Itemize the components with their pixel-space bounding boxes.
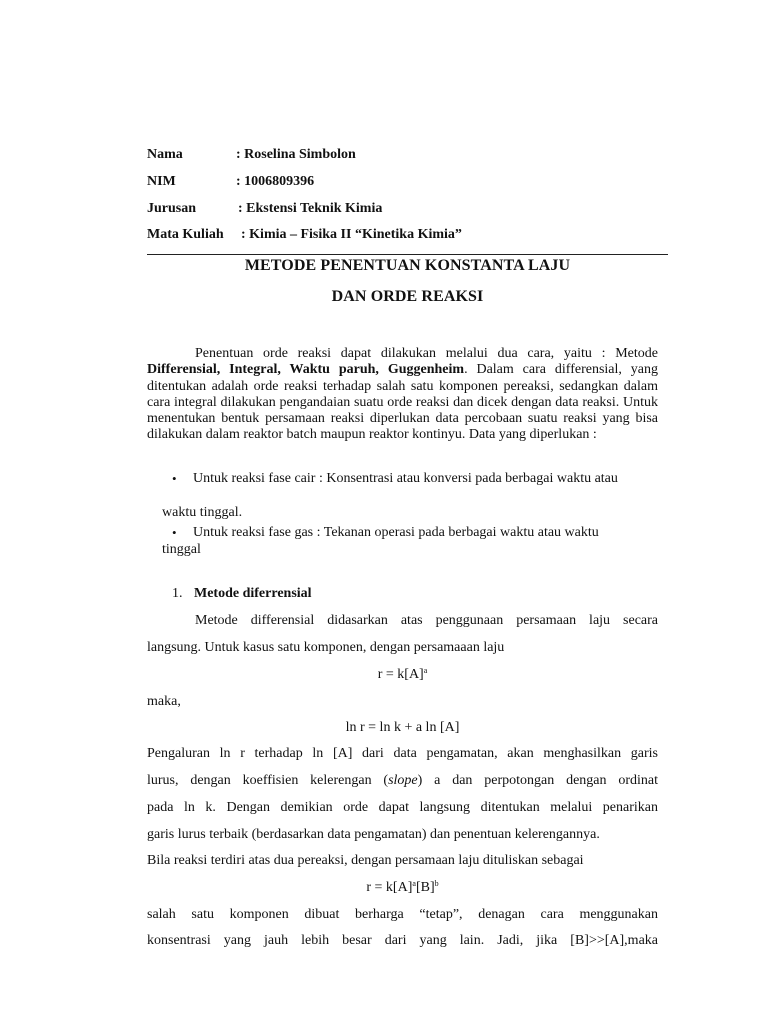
- equation-base: [B]: [415, 880, 435, 895]
- body-line: salah satu komponen dibuat berharga “tetap”, denagan cara menggunakan: [147, 907, 658, 922]
- equation-base: r = k[A]: [377, 667, 424, 682]
- info-value: : Ekstensi Teknik Kimia: [238, 201, 383, 216]
- equation-rate-single: [147, 667, 658, 683]
- intro-text-end: . Dalam cara differensial, yang ditentukan adalah orde reaksi terhadap salah satu komponen pereaksi, sedangkan dalam cara integral dilakukan pengandaian suatu orde reaksi dan dicek dengan data reaksi. Untuk menentukan bentuk persamaan reaksi diperlukan data percobaan suatu reaksi yang bisa dilakukan dalam reaktor batch maupun reaktor kontinyu. Data yang diperlukan :: [147, 362, 658, 443]
- info-label: Nama: [147, 147, 183, 162]
- equation-exponent: b: [434, 879, 439, 888]
- info-label: Mata Kuliah: [147, 227, 224, 242]
- bullet-icon: •: [172, 471, 177, 486]
- info-label: NIM: [147, 174, 176, 189]
- header-divider: [147, 254, 668, 255]
- info-row-nama: [147, 147, 356, 163]
- body-text: lurus,: [147, 773, 179, 788]
- info-value: : Roselina Simbolon: [236, 147, 356, 162]
- info-row-mata-kuliah: [147, 227, 462, 243]
- info-row-jurusan: [147, 201, 383, 217]
- bullet-continuation: waktu tinggal.: [162, 505, 243, 520]
- intro-bold-methods: Differensial, Integral, Waktu paruh, Guggenheim: [147, 362, 465, 378]
- document-title-line-2: DAN ORDE REAKSI: [331, 288, 484, 305]
- body-line: langsung. Untuk kasus satu komponen, dengan persamaaan laju: [147, 640, 505, 655]
- body-text: ) a dan perpotongan dengan ordinat: [417, 773, 659, 788]
- equation-exponent: a: [412, 879, 416, 888]
- intro-text-start: Penentuan orde reaksi dapat dilakukan melalui dua cara, yaitu : Metode: [195, 346, 658, 361]
- body-line-slope: [147, 773, 658, 789]
- body-line: Pengaluran ln r terhadap ln [A] dari data pengamatan, akan menghasilkan garis: [147, 746, 658, 761]
- info-label: Jurusan: [147, 201, 197, 216]
- info-value: : Kimia – Fisika II “Kinetika Kimia”: [241, 227, 462, 242]
- body-line: konsentrasi yang jauh lebih besar dari yang lain. Jadi, jika [B]>>[A],maka: [147, 933, 658, 948]
- body-line-maka: maka,: [147, 694, 181, 709]
- info-row-nim: [147, 174, 315, 190]
- bullet-icon: •: [172, 525, 177, 540]
- body-text: dengan koeffisien kelerengan (: [190, 773, 389, 788]
- equation-log-form: ln r = ln k + a ln [A]: [345, 720, 460, 735]
- body-line: Metode differensial didasarkan atas penggunaan persamaan laju secara: [195, 613, 658, 628]
- body-line: Bila reaksi terdiri atas dua pereaksi, dengan persamaan laju dituliskan sebagai: [147, 853, 584, 868]
- info-value: : 1006809396: [236, 174, 315, 189]
- bullet-continuation: tinggal: [162, 542, 201, 557]
- equation-rate-double: [147, 880, 658, 896]
- bullet-text: Untuk reaksi fase cair : Konsentrasi atau konversi pada berbagai waktu atau: [193, 471, 618, 486]
- body-line: garis lurus terbaik (berdasarkan data pengamatan) dan penentuan kelerengannya.: [147, 827, 600, 842]
- intro-paragraph: [147, 346, 658, 444]
- body-line: pada ln k. Dengan demikian orde dapat langsung ditentukan melalui penarikan: [147, 800, 658, 815]
- slope-term: slope: [388, 773, 418, 788]
- document-title-line-1: METODE PENENTUAN KONSTANTA LAJU: [244, 257, 571, 274]
- section-title: Metode diferrensial: [194, 586, 312, 601]
- section-number: 1.: [172, 586, 183, 601]
- equation-exponent: a: [423, 666, 428, 675]
- bullet-text: Untuk reaksi fase gas : Tekanan operasi pada berbagai waktu atau waktu: [193, 525, 599, 540]
- equation-base: r = k[A]: [366, 880, 413, 895]
